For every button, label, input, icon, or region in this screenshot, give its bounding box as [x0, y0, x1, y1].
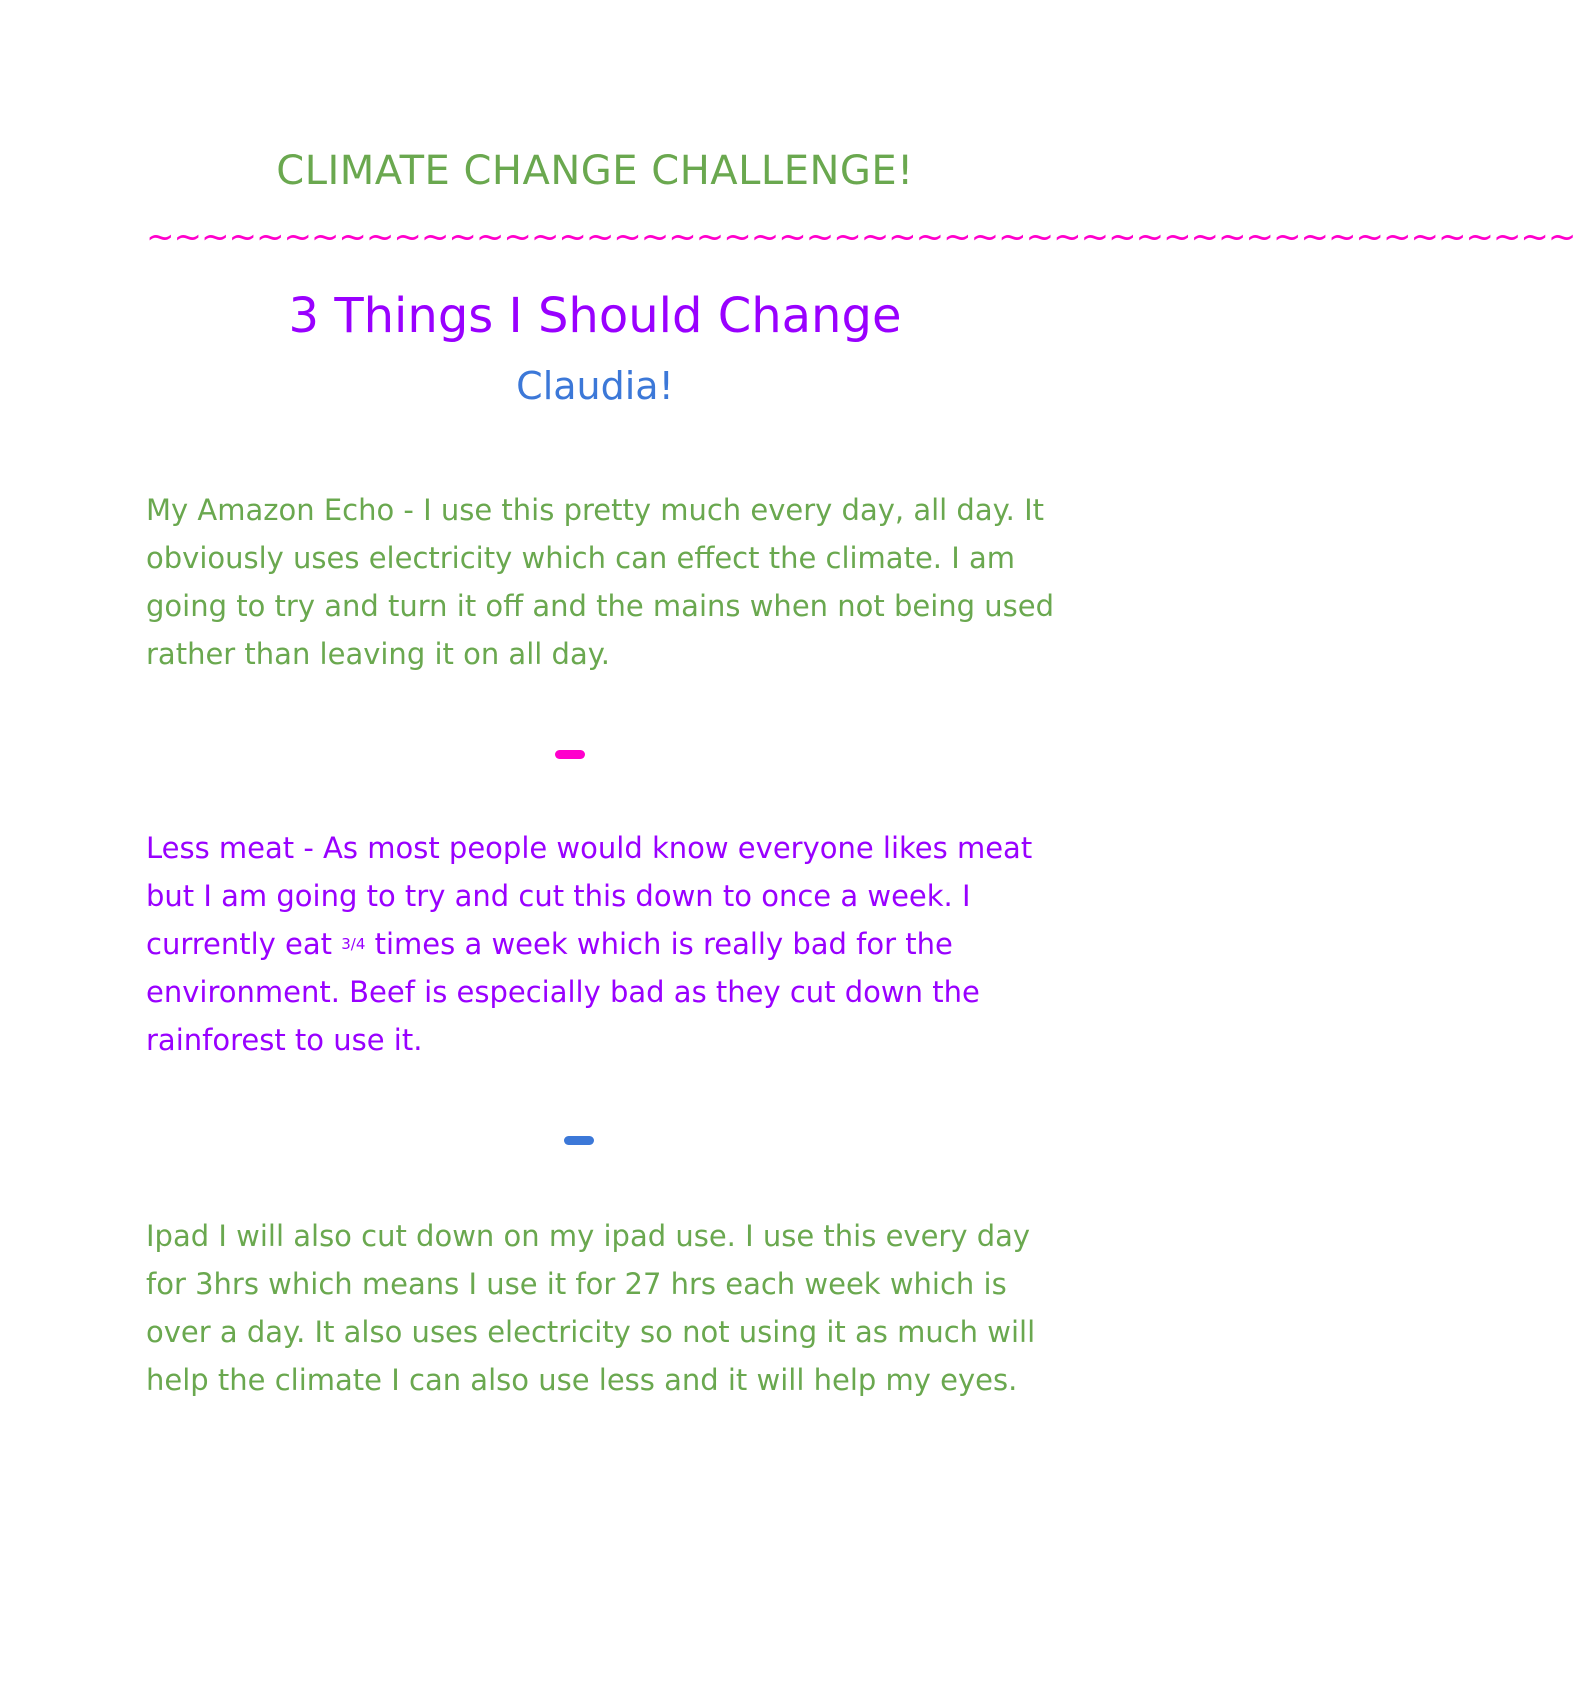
document-title: CLIMATE CHANGE CHALLENGE! [276, 148, 914, 194]
item-ipad: Ipad I will also cut down on my ipad use. I use this every day for 3hrs which means I use it for 27 hrs each week which is over a day. It also uses electricity so not using it as much will help the climate I can also use less and it will help my eyes. [146, 1219, 1036, 1397]
item-amazon-echo: My Amazon Echo - I use this pretty much every day, all day. It obviously uses electricity which can effect the climate. I am going to try and turn it off and the mains when not being used rather than leaving it on all day. [146, 493, 1055, 671]
fraction: 3/4 [341, 935, 366, 953]
document-subtitle: 3 Things I Should Change [288, 288, 902, 344]
item-less-meat-text-end: times a week which is really bad for the environment. Beef is especially bad as they cut down the rainforest to use it. [146, 927, 980, 1057]
item-less-meat-text-start: Less meat - As most people would know everyone likes meat but I am going to try and cut this down to once a week. I currently eat [146, 831, 1033, 961]
author-name: Claudia! [516, 364, 674, 408]
separator-dash-pink [555, 750, 585, 759]
wavy-divider: ~~~~~~~~~~~~~~~~~~~~~~~~~~~~~~~~~~~~~~~~~~~~~~~~~~~~ [146, 217, 1575, 257]
item-less-meat [146, 824, 1056, 1064]
separator-dash-blue [564, 1136, 594, 1145]
